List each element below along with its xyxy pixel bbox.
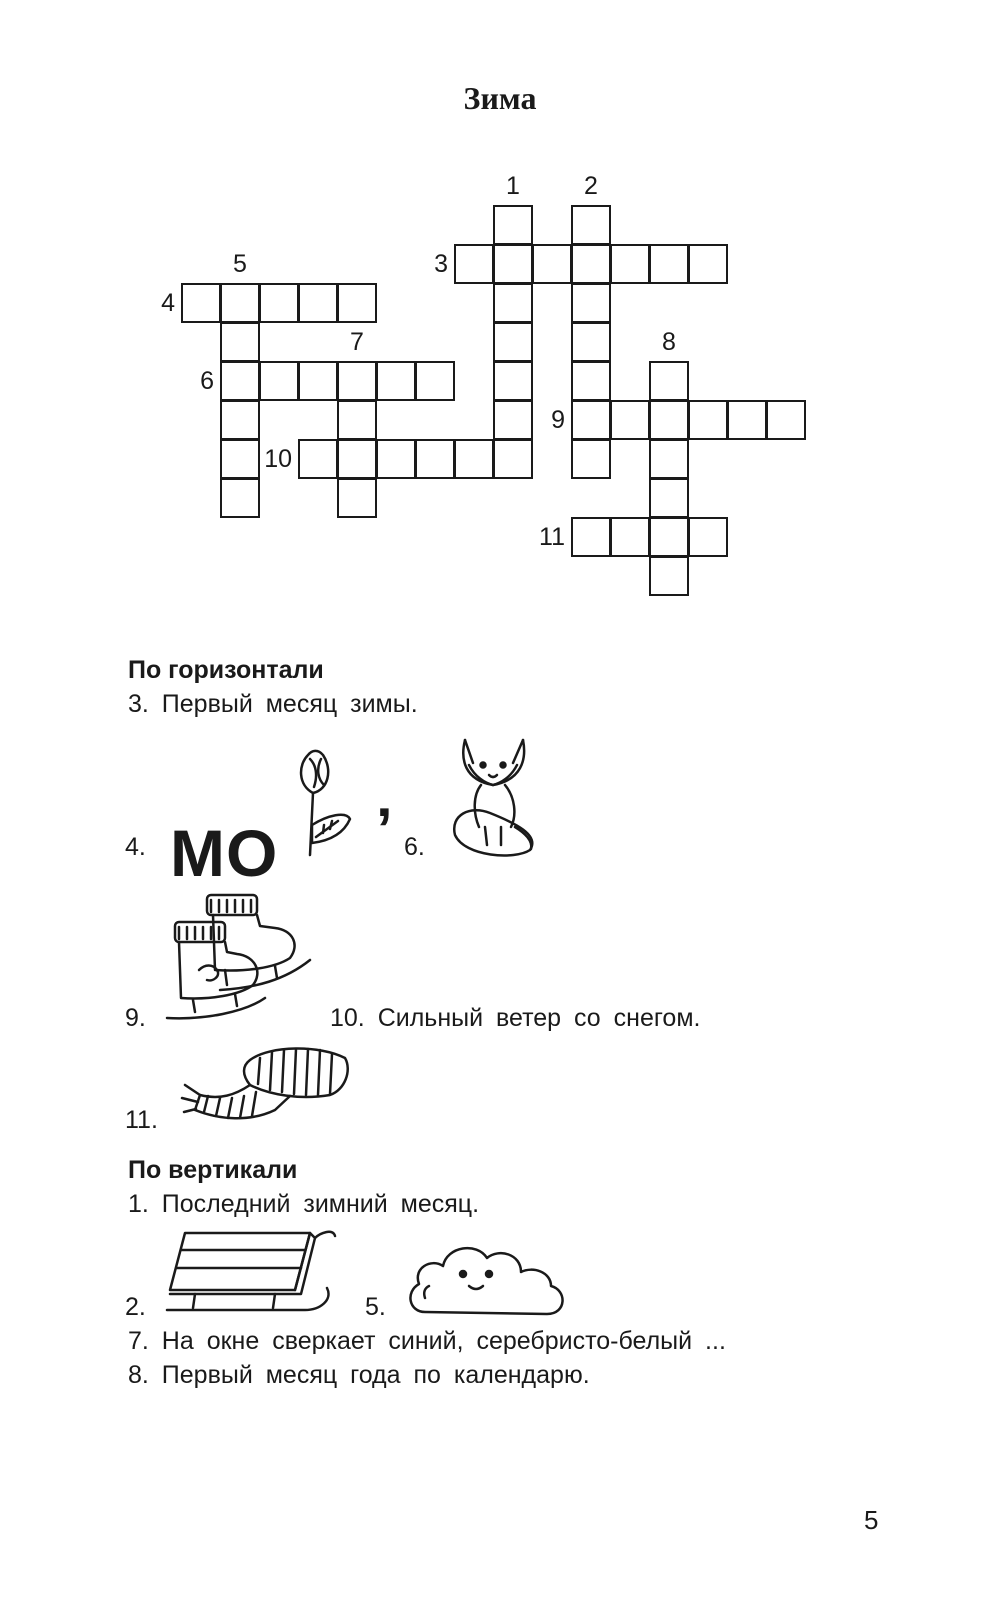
crossword-cell[interactable] — [493, 205, 533, 245]
clue-8: 8. Первый месяц года по календарю. — [128, 1361, 590, 1389]
crossword-cell[interactable] — [298, 283, 338, 323]
crossword-cell[interactable] — [220, 478, 260, 518]
down-heading: По вертикали — [128, 1156, 298, 1184]
crossword-number-1: 1 — [506, 172, 520, 200]
crossword-cell[interactable] — [688, 400, 728, 440]
clue-11-label: 11. — [125, 1106, 158, 1134]
crossword-cell[interactable] — [649, 478, 689, 518]
clue-4-rebus-text: МО — [170, 816, 279, 890]
crossword-cell[interactable] — [220, 400, 260, 440]
crossword-cell[interactable] — [493, 283, 533, 323]
crossword-cell[interactable] — [454, 244, 494, 284]
crossword-cell[interactable] — [259, 283, 299, 323]
crossword-cell[interactable] — [337, 439, 377, 479]
crossword-number-10: 10 — [264, 445, 292, 473]
crossword-cell[interactable] — [493, 322, 533, 362]
sled-icon — [165, 1228, 340, 1323]
scarf-icon — [180, 1040, 355, 1135]
crossword-cell[interactable] — [571, 205, 611, 245]
crossword-number-6: 6 — [200, 367, 214, 395]
clue-10: 10. Сильный ветер со снегом. — [330, 1004, 701, 1032]
crossword-cell[interactable] — [493, 244, 533, 284]
crossword-cell[interactable] — [181, 283, 221, 323]
page-title: Зима — [463, 80, 537, 116]
fox-icon — [445, 735, 545, 860]
crossword-cell[interactable] — [376, 439, 416, 479]
clue-3: 3. Первый месяц зимы. — [128, 690, 418, 718]
crossword-cell[interactable] — [220, 361, 260, 401]
crossword-cell[interactable] — [610, 400, 650, 440]
crossword-cell[interactable] — [649, 439, 689, 479]
clue-1: 1. Последний зимний месяц. — [128, 1190, 480, 1218]
clue-2-label: 2. — [125, 1293, 146, 1321]
crossword-cell[interactable] — [649, 361, 689, 401]
crossword-cell[interactable] — [298, 439, 338, 479]
clue-9-label: 9. — [125, 1004, 146, 1032]
crossword-cell[interactable] — [571, 322, 611, 362]
crossword-number-3: 3 — [434, 250, 448, 278]
crossword-cell[interactable] — [376, 361, 416, 401]
crossword-cell[interactable] — [571, 439, 611, 479]
crossword-cell[interactable] — [259, 361, 299, 401]
crossword-cell[interactable] — [571, 244, 611, 284]
crossword-cell[interactable] — [298, 361, 338, 401]
crossword-cell[interactable] — [493, 439, 533, 479]
crossword-cell[interactable] — [337, 400, 377, 440]
crossword-cell[interactable] — [493, 361, 533, 401]
crossword-cell[interactable] — [649, 244, 689, 284]
crossword-cell[interactable] — [220, 283, 260, 323]
crossword-cell[interactable] — [649, 556, 689, 596]
crossword-cell[interactable] — [766, 400, 806, 440]
across-heading: По горизонтали — [128, 656, 324, 684]
crossword-cell[interactable] — [415, 361, 455, 401]
crossword-number-11: 11 — [539, 523, 565, 551]
rose-icon — [288, 745, 358, 860]
crossword-number-7: 7 — [350, 328, 364, 356]
crossword-cell[interactable] — [571, 400, 611, 440]
skates-icon — [165, 890, 315, 1030]
crossword-cell[interactable] — [220, 322, 260, 362]
crossword-cell[interactable] — [571, 283, 611, 323]
crossword-cell[interactable] — [649, 517, 689, 557]
crossword-cell[interactable] — [337, 283, 377, 323]
page-number: 5 — [864, 1505, 879, 1535]
crossword-cell[interactable] — [415, 439, 455, 479]
crossword-number-4: 4 — [161, 289, 175, 317]
clue-7: 7. На окне сверкает синий, серебристо-белый ... — [128, 1327, 726, 1355]
crossword-cell[interactable] — [727, 400, 767, 440]
clue-6-label: 6. — [404, 833, 425, 861]
cloud-icon — [405, 1240, 570, 1320]
crossword-number-2: 2 — [584, 172, 598, 200]
clue-4-label: 4. — [125, 833, 146, 861]
crossword-number-9: 9 — [551, 406, 565, 434]
crossword-cell[interactable] — [571, 361, 611, 401]
clue-5-label: 5. — [365, 1293, 386, 1321]
crossword-cell[interactable] — [688, 244, 728, 284]
crossword-number-8: 8 — [662, 328, 676, 356]
crossword-cell[interactable] — [532, 244, 572, 284]
crossword-cell[interactable] — [610, 517, 650, 557]
crossword-cell[interactable] — [610, 244, 650, 284]
crossword-cell[interactable] — [571, 517, 611, 557]
clue-4-comma: ’ — [376, 796, 393, 863]
crossword-number-5: 5 — [233, 250, 247, 278]
crossword-cell[interactable] — [649, 400, 689, 440]
crossword-cell[interactable] — [337, 478, 377, 518]
crossword-cell[interactable] — [337, 361, 377, 401]
crossword-cell[interactable] — [688, 517, 728, 557]
crossword-cell[interactable] — [454, 439, 494, 479]
